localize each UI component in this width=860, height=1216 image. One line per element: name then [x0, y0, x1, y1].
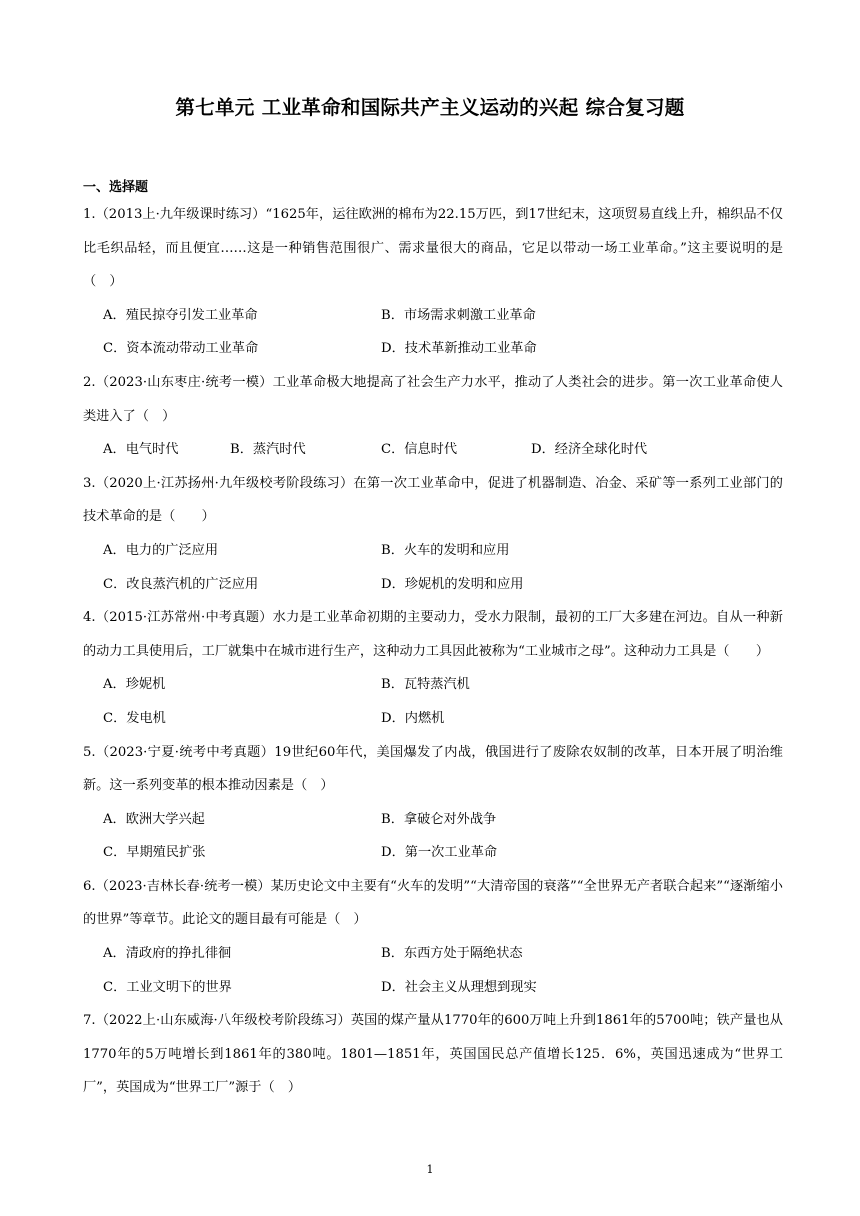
option-c: C．改良蒸汽机的广泛应用: [103, 576, 259, 592]
question-list: [83, 198, 783, 1105]
option-a: A．珍妮机: [103, 677, 166, 693]
option-c: C．发电机: [103, 710, 166, 726]
question-stem: 1.（2013上·九年级课时练习）“1625年，运往欧洲的棉布为22.15万匹，到17世纪末，这项贸易直线上升，棉织品不仅比毛织品轻，而且便宜……这是一种销售范围很广、需求量很大的商品，它足以带动一场工业革命。”这主要说明的是（ ）: [83, 207, 783, 290]
question-5: [83, 736, 783, 870]
option-b: B．蒸汽时代: [230, 442, 306, 458]
option-list: [83, 803, 783, 870]
question-stem: 4.（2015·江苏常州·中考真题）水力是工业革命初期的主要动力，受水力限制，最初的工厂大多建在河边。自从一种新的动力工具使用后，工厂就集中在城市进行生产，这种动力工具因此被称为“工业城市之母”。这种动力工具是（ ）: [83, 610, 783, 659]
question-stem: 7.（2022上·山东威海·八年级校考阶段练习）英国的煤产量从1770年的600万吨上升到1861年的5700吨；铁产量也从1770年的5万吨增长到1861年的380吨。1801—1851年，英国国民总产值增长125．6%，英国迅速成为“世界工厂”，英国成为“世界工厂”源于（ ）: [83, 1013, 783, 1096]
option-d: D．第一次工业革命: [381, 845, 498, 861]
option-list: [83, 534, 783, 601]
option-c: C．资本流动带动工业革命: [103, 341, 259, 357]
option-list: [83, 668, 783, 735]
option-b: B．市场需求刺激工业革命: [381, 307, 536, 323]
option-d: D．经济全球化时代: [531, 442, 648, 458]
option-list: [83, 937, 783, 1004]
question-stem: 5.（2023·宁夏·统考中考真题）19世纪60年代，美国爆发了内战，俄国进行了废除农奴制的改革，日本开展了明治维新。这一系列变革的根本推动因素是（ ）: [83, 744, 783, 794]
option-list: [83, 433, 783, 467]
option-c: C．工业文明下的世界: [103, 979, 232, 995]
question-1: [83, 198, 783, 366]
option-d: D．社会主义从理想到现实: [381, 979, 537, 995]
option-b: B．东西方处于隔绝状态: [381, 946, 523, 962]
question-stem: 2.（2023·山东枣庄·统考一模）工业革命极大地提高了社会生产力水平，推动了人类社会的进步。第一次工业革命使人类进入了（ ）: [83, 374, 783, 424]
question-stem: 3.（2020上·江苏扬州·九年级校考阶段练习）在第一次工业革命中，促进了机器制造、冶金、采矿等一系列工业部门的技术革命的是（ ）: [83, 475, 783, 525]
option-b: B．拿破仑对外战争: [381, 811, 497, 827]
option-a: A．殖民掠夺引发工业革命: [103, 307, 258, 323]
option-d: D．珍妮机的发明和应用: [381, 576, 524, 592]
question-7: [83, 1004, 783, 1105]
option-list: [83, 299, 783, 366]
option-a: A．清政府的挣扎徘徊: [103, 946, 232, 962]
question-3: [83, 467, 783, 601]
option-a: A．欧洲大学兴起: [103, 811, 205, 827]
question-stem: 6.（2023·吉林长春·统考一模）某历史论文中主要有“火车的发明”“大清帝国的衰落”“全世界无产者联合起来”“逐渐缩小的世界”等章节。此论文的题目最有可能是（ ）: [83, 878, 783, 928]
option-a: A．电力的广泛应用: [103, 542, 219, 558]
option-d: D．技术革新推动工业革命: [381, 341, 537, 357]
option-a: A．电气时代: [103, 442, 179, 458]
question-6: [83, 870, 783, 1004]
section-heading: 一、选择题: [83, 180, 149, 195]
question-2: [83, 366, 783, 467]
page-number: 1: [426, 1163, 434, 1176]
question-4: [83, 601, 783, 735]
page-title: 第七单元 工业革命和国际共产主义运动的兴起 综合复习题: [175, 96, 685, 119]
option-b: B．火车的发明和应用: [381, 542, 510, 558]
option-b: B．瓦特蒸汽机: [381, 677, 470, 693]
option-d: D．内燃机: [381, 710, 445, 726]
option-c: C．信息时代: [381, 442, 458, 458]
option-c: C．早期殖民扩张: [103, 845, 206, 861]
